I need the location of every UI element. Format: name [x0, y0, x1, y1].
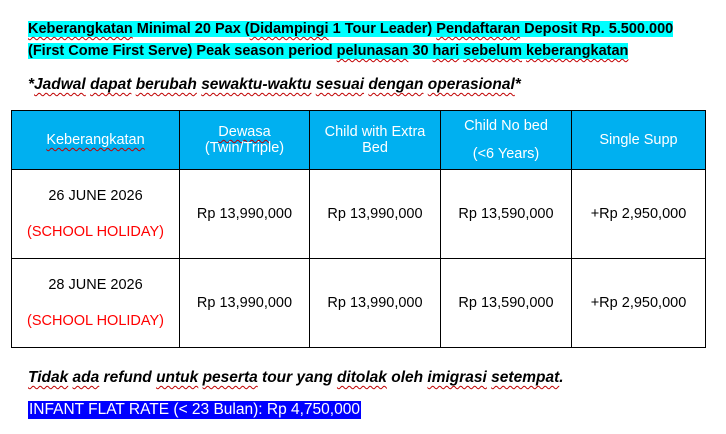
refund-word: untuk: [156, 369, 199, 386]
refund-notice: [28, 369, 564, 387]
header-single-label: Single Supp: [599, 132, 678, 148]
single-supp-price: +Rp 2,950,000: [572, 259, 706, 348]
refund-word: Tidak: [28, 369, 69, 386]
refund-text: oleh: [386, 369, 428, 386]
child-extra-bed-price: Rp 13,990,000: [310, 170, 441, 259]
header-child-extra-sub: Bed: [362, 140, 388, 156]
header-single-supp: [572, 111, 706, 170]
header-adult-sub: (Twin/Triple): [204, 140, 285, 156]
header-adult-label: Dewasa: [218, 124, 271, 140]
table-row: [12, 259, 706, 348]
header-departure-label: Keberangkatan: [46, 132, 145, 148]
price-table: [11, 110, 706, 348]
refund-text: tour yang: [257, 369, 337, 386]
refund-word: peserta: [202, 369, 258, 386]
departure-cell: [12, 170, 180, 259]
disclaimer-word: Jadwal: [34, 76, 86, 93]
disclaimer-word: berubah: [135, 76, 197, 93]
departure-cell: [12, 259, 180, 348]
notice-line-2: [28, 43, 628, 59]
departure-date: 26 JUNE 2026: [48, 188, 143, 204]
disclaimer-word: dapat: [90, 76, 132, 93]
refund-text: .: [559, 369, 564, 386]
header-departure: [12, 111, 180, 170]
table-header-row: [12, 111, 706, 170]
notice-text: Deposit Rp. 5.500.000: [520, 21, 674, 37]
holiday-note: (SCHOOL HOLIDAY): [27, 313, 164, 329]
header-child-extra-bed: [310, 111, 441, 170]
notice-highlight: [28, 43, 628, 59]
disclaimer-text: *: [514, 76, 521, 93]
disclaimer-word: sesuai: [315, 76, 365, 93]
disclaimer-word: dengan: [368, 76, 424, 93]
refund-word: imigrasi: [427, 369, 487, 386]
notice-text: 30: [408, 43, 433, 59]
adult-price: Rp 13,990,000: [180, 170, 310, 259]
notice-text: (First Come First Serve) Peak season period: [28, 43, 337, 59]
child-no-bed-price: Rp 13,590,000: [441, 259, 572, 348]
header-child-nobed-sub: (<6 Years): [472, 146, 540, 162]
header-child-nobed-label: Child No bed: [464, 118, 548, 134]
notice-line-1: [28, 21, 673, 37]
infant-rate: INFANT FLAT RATE (< 23 Bulan): Rp 4,750,000: [29, 401, 360, 418]
departure-date: 28 JUNE 2026: [48, 277, 143, 293]
notice-word: Didampingi: [249, 21, 329, 37]
notice-text: 1 Tour Leader): [328, 21, 437, 37]
child-extra-bed-price: Rp 13,990,000: [310, 259, 441, 348]
disclaimer-word: operasional: [427, 76, 515, 93]
table-row: [12, 170, 706, 259]
notice-highlight: [28, 21, 673, 37]
notice-word: pelunasan: [336, 43, 409, 59]
header-adult: [180, 111, 310, 170]
disclaimer-word: sewaktu-waktu: [201, 76, 312, 93]
header-child-no-bed: [441, 111, 572, 170]
disclaimer-text: *: [28, 76, 35, 93]
notice-word: keberangkatan: [526, 43, 629, 59]
refund-word: setempat: [491, 369, 560, 386]
schedule-disclaimer: [28, 76, 521, 94]
refund-text: refund: [99, 369, 157, 386]
notice-word: Pendaftaran: [436, 21, 521, 37]
child-no-bed-price: Rp 13,590,000: [441, 170, 572, 259]
notice-word: sebelum: [463, 43, 523, 59]
single-supp-price: +Rp 2,950,000: [572, 170, 706, 259]
header-child-extra-label: Child with Extra: [324, 124, 426, 140]
notice-word: Keberangkatan: [28, 21, 133, 37]
holiday-note: (SCHOOL HOLIDAY): [27, 224, 164, 240]
refund-word: ada: [72, 369, 100, 386]
adult-price: Rp 13,990,000: [180, 259, 310, 348]
refund-word: ditolak: [336, 369, 387, 386]
notice-text: Minimal 20 Pax (: [132, 21, 250, 37]
notice-word: hari: [432, 43, 460, 59]
